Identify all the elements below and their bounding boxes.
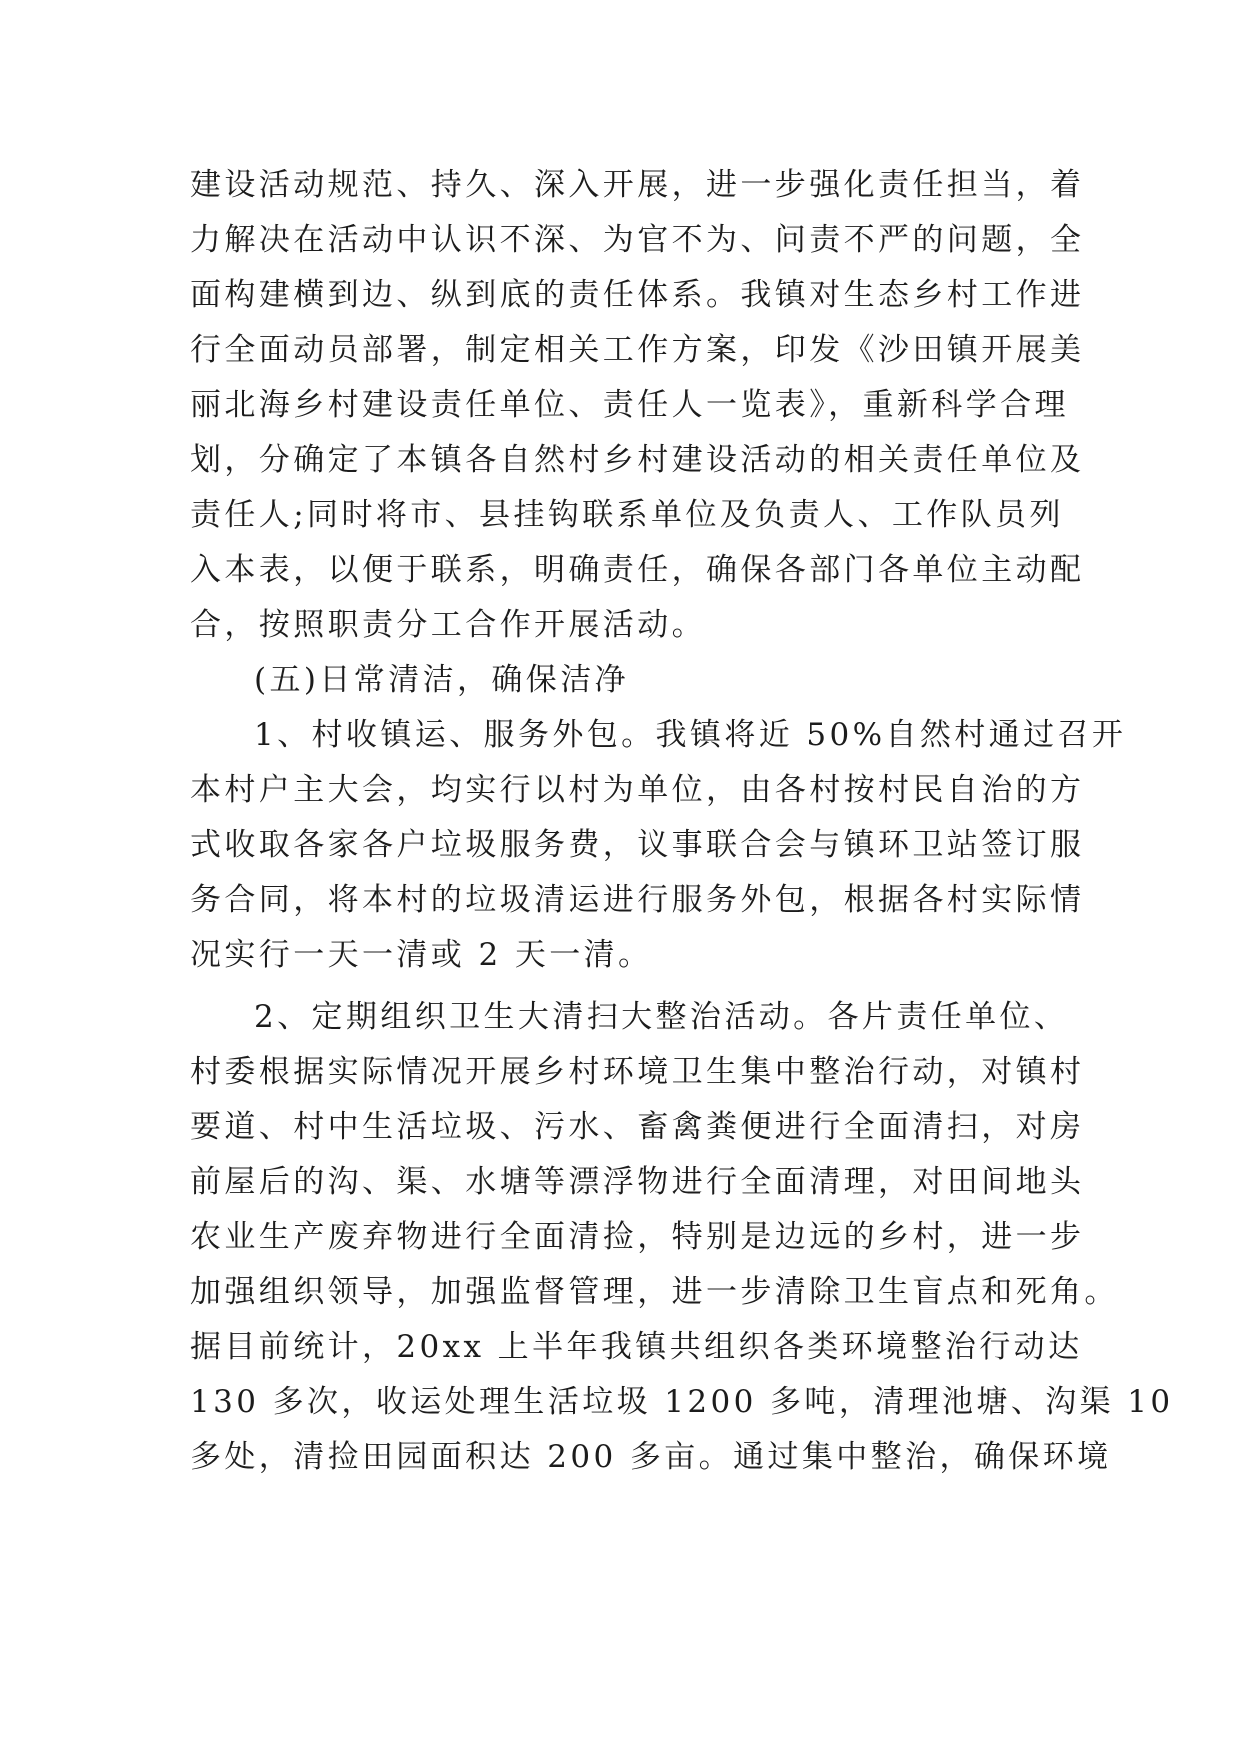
text-line: 合，按照职责分工合作开展活动。 [190, 607, 706, 643]
text-line: 责任人;同时将市、县挂钩联系单位及负责人、工作队员列 [190, 497, 1064, 533]
text-line: 划，分确定了本镇各自然村乡村建设活动的相关责任单位及 [190, 442, 1085, 478]
text-line: 式收取各家各户垃圾服务费，议事联合会与镇环卫站签订服 [190, 827, 1085, 863]
text-line: 要道、村中生活垃圾、污水、畜禽粪便进行全面清扫，对房 [190, 1109, 1085, 1145]
text-line: 入本表，以便于联系，明确责任，确保各部门各单位主动配 [190, 552, 1085, 588]
text-line: 丽北海乡村建设责任单位、责任人一览表》，重新科学合理 [190, 387, 1069, 423]
text-line: 2、定期组织卫生大清扫大整治活动。各片责任单位、 [254, 999, 1069, 1035]
text-line: 村委根据实际情况开展乡村环境卫生集中整治行动，对镇村 [190, 1054, 1085, 1090]
paragraph-gap [190, 983, 1052, 990]
text-line: 建设活动规范、持久、深入开展，进一步强化责任担当，着 [190, 167, 1085, 203]
section-heading: (五)日常清洁，确保洁净 [254, 662, 629, 698]
text-line: 1、村收镇运、服务外包。我镇将近 50%自然村通过召开 [254, 717, 1127, 753]
document-body [190, 158, 1174, 1485]
text-line: 本村户主大会，均实行以村为单位，由各村按村民自治的方 [190, 772, 1085, 808]
text-line: 面构建横到边、纵到底的责任体系。我镇对生态乡村工作进 [190, 277, 1085, 313]
text-line: 务合同，将本村的垃圾清运进行服务外包，根据各村实际情 [190, 882, 1085, 918]
section-heading-5 [190, 653, 1052, 708]
text-line: 加强组织领导，加强监督管理，进一步清除卫生盲点和死角。 [190, 1274, 1119, 1310]
text-line: 据目前统计，20xx 上半年我镇共组织各类环境整治行动达 [190, 1329, 1083, 1365]
text-line: 况实行一天一清或 2 天一清。 [190, 937, 653, 973]
paragraph-responsibility [190, 158, 1085, 653]
text-line: 农业生产废弃物进行全面清捡，特别是边远的乡村，进一步 [190, 1219, 1085, 1255]
text-line: 130 多次，收运处理生活垃圾 1200 多吨，清理池塘、沟渠 10 [190, 1384, 1174, 1420]
text-line: 行全面动员部署，制定相关工作方案，印发《沙田镇开展美 [190, 332, 1085, 368]
paragraph-outsourcing [190, 708, 1127, 983]
text-line: 前屋后的沟、渠、水塘等漂浮物进行全面清理，对田间地头 [190, 1164, 1085, 1200]
text-line: 力解决在活动中认识不深、为官不为、问责不严的问题，全 [190, 222, 1085, 258]
text-line: 多处，清捡田园面积达 200 多亩。通过集中整治，确保环境 [190, 1439, 1112, 1475]
paragraph-cleanup [190, 990, 1174, 1485]
